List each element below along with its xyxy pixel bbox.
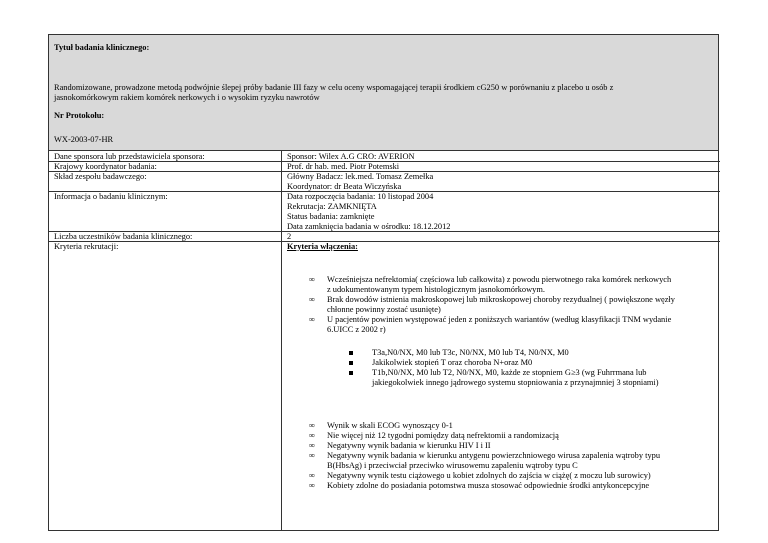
title-line-1: Randomizowane, prowadzone metodą podwójnie ślepej próby badanie III fazy w celu oceny wspomagającej terapii środkiem cG250 w porównaniu z placebo u osób z (54, 83, 614, 92)
criteria-item-text: jakiegokolwiek innego jądrowego systemu stopniowania z przynajmniej 3 stopniami) (372, 378, 659, 387)
participants-value: 2 (287, 232, 292, 241)
title-line-2: jasnokomórkowym rakiem komórek nerkowych i o wysokim ryzyku nawrotów (54, 93, 320, 102)
info-value-line-1: Data rozpoczęcia badania: 10 listopad 2004 (287, 192, 434, 201)
participants-label: Liczba uczestników badania klinicznego: (54, 232, 193, 241)
bullet-infinity-icon: ∞ (309, 275, 315, 284)
sponsor-label: Dane sponsora lub przedstawiciela sponsora: (54, 152, 205, 161)
criteria-item-text: Nie więcej niż 12 tygodni pomiędzy datą nefrektomii a randomizacją (327, 431, 559, 440)
criteria-item-text: T3a,N0/NX, M0 lub T3c, N0/NX, M0 lub T4, N0/NX, M0 (372, 348, 569, 357)
team-value-line-1: Główny Badacz: lek.med. Tomasz Zemełka (287, 172, 434, 181)
details-table (48, 151, 719, 531)
criteria-heading: Kryteria włączenia: (287, 242, 358, 251)
info-value-line-4: Data zamknięcia badania w ośrodku: 18.12.2012 (287, 222, 451, 231)
criteria-item-text: U pacjentów powinien występować jeden z poniższych wariantów (według klasyfikacji TNM wydanie (327, 315, 672, 324)
bullet-infinity-icon: ∞ (309, 481, 315, 490)
bullet-square-icon (349, 351, 353, 355)
criteria-item-text: T1b,N0/NX, M0 lub T2, N0/NX, M0, każde ze stopniem G≥3 (wg Fuhrrmana lub (372, 368, 647, 377)
criteria-item-text: Negatywny wynik testu ciążowego u kobiet zdolnych do zajścia w ciążę( z moczu lub surowicy) (327, 471, 651, 480)
bullet-infinity-icon: ∞ (309, 421, 315, 430)
header-block (48, 34, 719, 151)
protocol-label: Nr Protokołu: (54, 111, 105, 120)
bullet-infinity-icon: ∞ (309, 315, 315, 324)
team-label: Skład zespołu badawczego: (54, 172, 147, 181)
criteria-item-text: Negatywny wynik badania w kierunku antygenu powierzchniowego wirusa zapalenia wątroby typu (327, 451, 661, 460)
criteria-item-text: Brak dowodów istnienia makroskopowej lub mikroskopowej choroby rezydualnej ( powiększone węzły (327, 295, 675, 304)
info-value-line-2: Rekrutacja: ZAMKNIĘTA (287, 202, 377, 211)
criteria-item-text: Kobiety zdolne do posiadania potomstwa musza stosować odpowiednie środki antykoncepcyjne (327, 481, 650, 490)
protocol-value: WX-2003-07-HR (54, 135, 114, 144)
bullet-square-icon (349, 361, 353, 365)
criteria-item-text: chłonne powinny zostać usunięte) (327, 305, 441, 314)
criteria-item-text: Jakikolwiek stopień T oraz choroba N+oraz M0 (372, 358, 533, 367)
bullet-infinity-icon: ∞ (309, 441, 315, 450)
bullet-infinity-icon: ∞ (309, 431, 315, 440)
column-divider (281, 151, 282, 530)
team-value-line-2: Koordynator: dr Beata Wiczyńska (287, 182, 402, 191)
coordinator-label: Krajowy koordynator badania: (54, 162, 157, 171)
bullet-infinity-icon: ∞ (309, 471, 315, 480)
criteria-item-text: Negatywny wynik badania w kierunku HIV I i II (327, 441, 491, 450)
info-label: Informacja o badaniu klinicznym: (54, 192, 168, 201)
sponsor-value: Sponsor: Wilex A.G CRO: AVERION (287, 152, 415, 161)
bullet-infinity-icon: ∞ (309, 451, 315, 460)
coordinator-value: Prof. dr hab. med. Piotr Potemski (287, 162, 400, 171)
info-value-line-3: Status badania: zamknięte (287, 212, 375, 221)
criteria-item-text: Wynik w skali ECOG wynoszący 0-1 (327, 421, 453, 430)
bullet-square-icon (349, 371, 353, 375)
criteria-item-text: z udokumentowanym typem histologicznym jasnokomórkowym. (327, 285, 545, 294)
criteria-label: Kryteria rekrutacji: (54, 242, 119, 251)
bullet-infinity-icon: ∞ (309, 295, 315, 304)
criteria-item-text: 6.UICC z 2002 r) (327, 325, 386, 334)
criteria-item-text: Wcześniejsza nefrektomia( częściowa lub całkowita) z powodu pierwotnego raka komórek nerkowych (327, 275, 672, 284)
title-label: Tytuł badania klinicznego: (54, 43, 150, 52)
criteria-item-text: B(HbsAg) i przeciwciał przeciwko wirusowemu zapaleniu wątroby typu C (327, 461, 578, 470)
